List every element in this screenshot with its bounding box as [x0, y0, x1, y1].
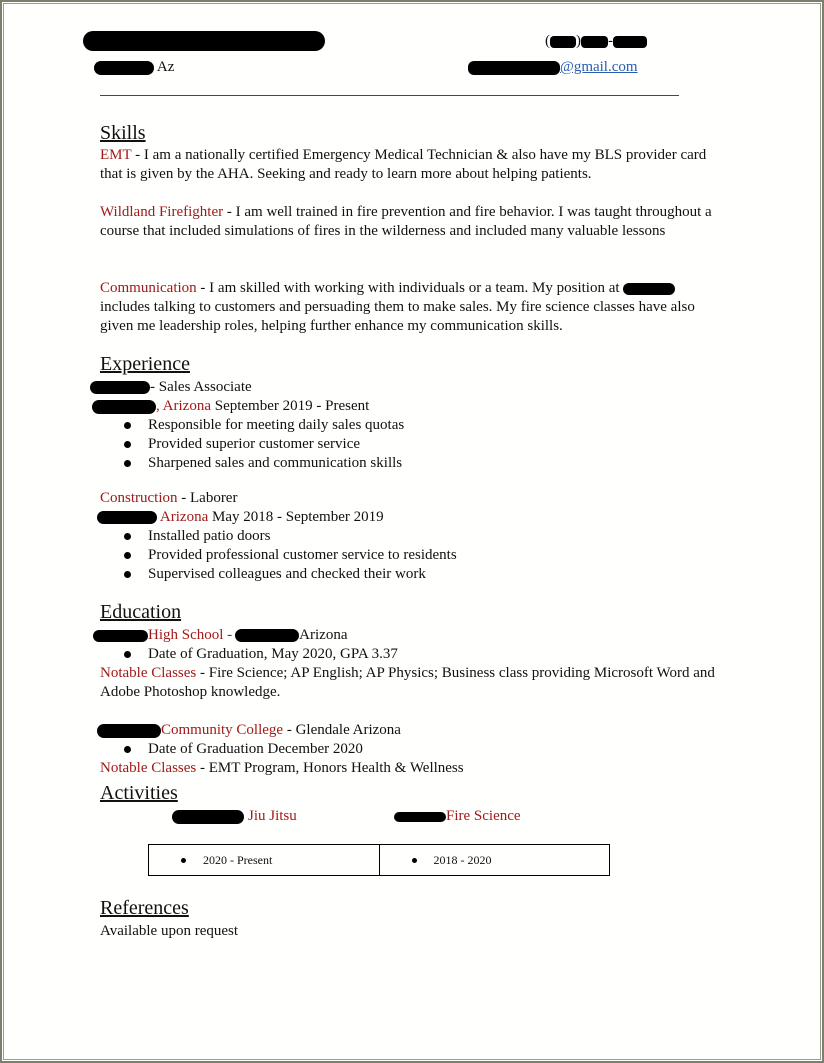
notable-label: Notable Classes	[100, 760, 197, 776]
skill-description-cont: includes talking to customers and persuading them to make sales. My fire science classes have also given me leadership roles, helping further enhance my communication skills.	[100, 299, 695, 334]
list-item: Responsible for meeting daily sales quotas	[100, 416, 404, 435]
list-item: Provided professional customer service to residents	[100, 546, 457, 565]
activity-years: 2020 - Present	[149, 853, 379, 868]
activity-1-name	[172, 807, 297, 826]
redacted-employer	[623, 283, 675, 295]
redacted-activity-prefix	[394, 812, 446, 822]
school-1-name	[93, 626, 347, 645]
experience-heading: Experience	[100, 353, 190, 375]
skill-description: - I am well trained in fire prevention and fire behavior. I was taught throughout a course that included simulations of fires in the wilderness and included many valuable lessons	[100, 204, 712, 239]
skill-label: Communication	[100, 280, 197, 296]
skill-description: - I am skilled with working with individuals or a team. My position at	[196, 280, 624, 296]
redacted-city	[94, 61, 154, 75]
header-divider	[100, 95, 679, 96]
phone-paren-close: )	[576, 33, 581, 49]
redacted-city	[235, 629, 299, 642]
school-name: Community College	[161, 722, 284, 738]
phone-number	[545, 32, 647, 51]
job-dates: May 2018 - September 2019	[208, 509, 384, 525]
school-name: High School -	[148, 627, 233, 643]
school-location: - Glendale Arizona	[283, 722, 401, 738]
school-2-notable-classes	[100, 759, 725, 778]
redacted-name	[83, 31, 325, 51]
activity-2-name	[394, 807, 521, 826]
skill-emt	[100, 146, 725, 184]
activity-2-years-cell	[379, 845, 610, 876]
job-2-title	[100, 489, 237, 508]
job-1-title	[90, 378, 252, 397]
redacted-school-prefix	[93, 630, 148, 642]
skill-label: Wildland Firefighter	[100, 204, 224, 220]
job-1-bullets	[100, 416, 404, 473]
list-item: Supervised colleagues and checked their work	[100, 565, 457, 584]
list-item: Installed patio doors	[100, 527, 457, 546]
school-1-bullets	[100, 645, 398, 664]
skills-heading: Skills	[100, 122, 146, 144]
school-2-bullets	[100, 740, 363, 759]
job-state: Arizona	[157, 509, 209, 525]
skill-label: EMT	[100, 147, 132, 163]
redacted-line-number	[613, 36, 647, 48]
job-title: - Laborer	[177, 490, 238, 506]
job-2-bullets	[100, 527, 457, 584]
school-1-notable-classes	[100, 664, 725, 702]
phone-paren-open: (	[545, 33, 550, 49]
job-employer: Construction	[100, 490, 178, 506]
redacted-area-code	[550, 36, 576, 48]
job-2-location-dates	[97, 508, 384, 527]
activity-years: 2018 - 2020	[380, 853, 610, 868]
notable-label: Notable Classes	[100, 665, 197, 681]
notable-text: - EMT Program, Honors Health & Wellness	[196, 760, 464, 776]
phone-dash: -	[608, 33, 613, 49]
job-1-location-dates	[92, 397, 369, 416]
school-location: Arizona	[299, 627, 348, 643]
list-item: Date of Graduation December 2020	[100, 740, 363, 759]
skill-wildland-firefighter	[100, 203, 725, 241]
redacted-city	[92, 400, 156, 414]
skill-communication	[100, 279, 725, 336]
redacted-employer	[90, 381, 150, 394]
skill-description: - I am a nationally certified Emergency Medical Technician & also have my BLS provider card that is given by the AHA. Seeking and ready to learn more about helping patients.	[100, 147, 707, 182]
location-state: Az	[154, 59, 175, 75]
redacted-school-prefix	[97, 724, 161, 738]
activity-name: Jiu Jitsu	[248, 808, 297, 824]
activities-heading: Activities	[100, 782, 178, 804]
references-heading: References	[100, 897, 189, 919]
redacted-city	[97, 511, 157, 524]
education-heading: Education	[100, 601, 182, 623]
redacted-activity-prefix	[172, 810, 244, 824]
redacted-prefix	[581, 36, 608, 48]
location	[94, 58, 174, 77]
list-item: Date of Graduation, May 2020, GPA 3.37	[100, 645, 398, 664]
job-title: - Sales Associate	[150, 379, 252, 395]
job-state: , Arizona	[156, 398, 211, 414]
job-dates: September 2019 - Present	[210, 398, 370, 414]
school-2-name	[97, 721, 401, 740]
notable-text: - Fire Science; AP English; AP Physics; Business class providing Microsoft Word and Adobe Photoshop knowledge.	[100, 665, 715, 700]
email-link[interactable]: @gmail.com	[560, 59, 638, 75]
references-text: Available upon request	[100, 923, 239, 939]
redacted-email-user	[468, 61, 560, 75]
list-item: Provided superior customer service	[100, 435, 404, 454]
activity-name: Fire Science	[446, 808, 521, 824]
email[interactable]	[468, 58, 638, 77]
activities-table	[148, 844, 610, 876]
list-item: Sharpened sales and communication skills	[100, 454, 404, 473]
activity-1-years-cell	[149, 845, 380, 876]
